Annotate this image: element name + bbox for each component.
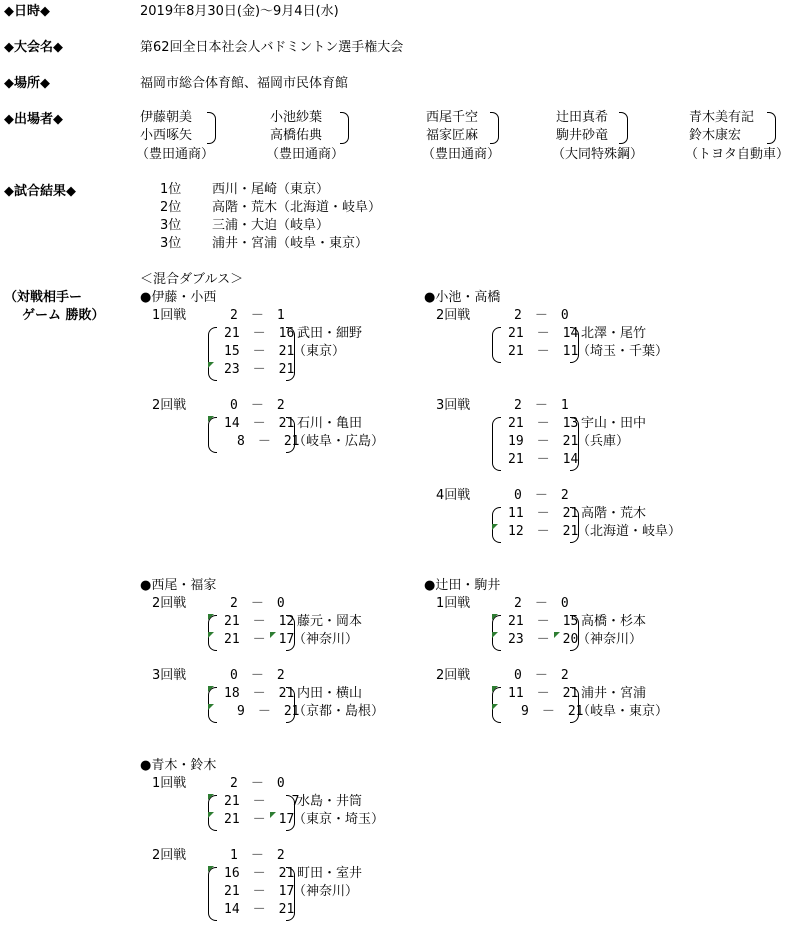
- marker-flag: [270, 812, 276, 818]
- date-label: ◆日時◆: [4, 4, 50, 19]
- game-score: 19 － 21: [508, 434, 579, 449]
- player-team: （豊田通商）: [422, 147, 501, 162]
- player-brace: [619, 112, 628, 144]
- opponent-team: （埼玉・千葉）: [577, 344, 669, 359]
- match-result: 0 － 2: [230, 668, 285, 683]
- result-pair: 高階・荒木（北海道・岐阜）: [212, 200, 382, 215]
- pair-title: ●伊藤・小西: [140, 290, 217, 305]
- result-rank: 2位: [160, 200, 182, 215]
- marker-flag: [270, 632, 276, 638]
- match-round: 2回戦: [436, 668, 471, 683]
- marker-flag: [492, 704, 498, 710]
- score-bracket-left: [208, 867, 217, 921]
- match-result: 0 － 2: [230, 398, 285, 413]
- player-brace: [490, 112, 499, 144]
- result-rank: 3位: [160, 218, 182, 233]
- game-score: 11 － 21: [508, 686, 579, 701]
- score-bracket-left: [492, 417, 501, 471]
- player-name: 高橋佑典: [270, 128, 323, 143]
- opponent-names: 藤元・岡本: [297, 614, 363, 629]
- player-brace: [207, 112, 216, 144]
- match-round: 1回戦: [152, 776, 187, 791]
- opponent-team: （京都・島根）: [293, 704, 385, 719]
- game-score: 9 － 21: [224, 704, 300, 719]
- game-score: 21 － 13: [508, 416, 579, 431]
- game-score: 21 － 11: [508, 344, 579, 359]
- game-score: 21 － 15: [508, 614, 579, 629]
- match-result: 2 － 0: [514, 308, 569, 323]
- result-pair: 三浦・大迫（岐阜）: [212, 218, 330, 233]
- player-team: （大同特殊鋼）: [552, 147, 644, 162]
- marker-flag: [554, 632, 560, 638]
- match-result: 1 － 2: [230, 848, 285, 863]
- opponent-names: 町田・室井: [297, 866, 363, 881]
- match-round: 2回戦: [436, 308, 471, 323]
- player-name: 鈴木康宏: [689, 128, 742, 143]
- opponent-names: 石川・亀田: [297, 416, 363, 431]
- game-score: 21 － 14: [508, 326, 579, 341]
- match-round: 2回戦: [152, 398, 187, 413]
- date-value: 2019年8月30日(金)～9月4日(水): [140, 4, 339, 19]
- opponent-team: （神奈川）: [293, 884, 359, 899]
- game-score: 14 － 21: [224, 902, 295, 917]
- player-brace: [340, 112, 349, 144]
- opponent-names: 水島・井筒: [297, 794, 363, 809]
- marker-flag: [208, 614, 214, 620]
- opponent-team: （東京）: [293, 344, 346, 359]
- pair-title: ●辻田・駒井: [424, 578, 501, 593]
- record-label-line1: （対戦相手ー: [4, 290, 83, 305]
- marker-flag: [208, 632, 214, 638]
- game-score: 15 － 21: [224, 344, 295, 359]
- record-label-line2: ゲーム 勝敗）: [22, 308, 105, 323]
- opponent-names: 内田・横山: [297, 686, 363, 701]
- match-result: 2 － 1: [514, 398, 569, 413]
- player-name: 福家匠麻: [426, 128, 479, 143]
- category-heading: ＜混合ダブルス＞: [140, 272, 244, 287]
- game-score: 21 － 17: [224, 812, 295, 827]
- result-rank: 3位: [160, 236, 182, 251]
- game-score: 16 － 21: [224, 866, 295, 881]
- score-bracket-left: [492, 327, 501, 363]
- opponent-names: 高橋・杉本: [581, 614, 647, 629]
- game-score: 21 － 17: [224, 884, 295, 899]
- player-team: （トヨタ自動車）: [685, 147, 790, 162]
- venue-value: 福岡市総合体育館、福岡市民体育館: [140, 76, 349, 91]
- marker-flag: [492, 524, 498, 530]
- result-pair: 浦井・宮浦（岐阜・東京）: [212, 236, 369, 251]
- opponent-team: （北海道・岐阜）: [577, 524, 682, 539]
- match-result: 2 － 0: [514, 596, 569, 611]
- match-round: 3回戦: [152, 668, 187, 683]
- match-round: 2回戦: [152, 848, 187, 863]
- marker-flag: [492, 632, 498, 638]
- game-score: 23 － 21: [224, 362, 295, 377]
- match-round: 1回戦: [436, 596, 471, 611]
- game-score: 12 － 21: [508, 524, 579, 539]
- player-name: 青木美有記: [689, 110, 755, 125]
- marker-flag: [492, 614, 498, 620]
- match-round: 1回戦: [152, 308, 187, 323]
- player-name: 伊藤朝美: [140, 110, 193, 125]
- players-label: ◆出場者◆: [4, 112, 63, 127]
- marker-flag: [208, 704, 214, 710]
- player-name: 小池紗葉: [270, 110, 323, 125]
- match-result: 2 － 1: [230, 308, 285, 323]
- match-result: 0 － 2: [514, 668, 569, 683]
- match-result: 0 － 2: [514, 488, 569, 503]
- game-score: 21 － 14: [508, 452, 579, 467]
- game-score: 14 － 21: [224, 416, 295, 431]
- opponent-names: 武田・細野: [297, 326, 363, 341]
- marker-flag: [208, 686, 214, 692]
- match-result: 2 － 0: [230, 596, 285, 611]
- opponent-team: （岐阜・東京）: [577, 704, 669, 719]
- opponent-names: 宇山・田中: [581, 416, 647, 431]
- player-name: 辻田真希: [556, 110, 609, 125]
- player-team: （豊田通商）: [136, 147, 215, 162]
- game-score: 11 － 21: [508, 506, 579, 521]
- opponent-team: （神奈川）: [293, 632, 359, 647]
- marker-flag: [492, 686, 498, 692]
- player-name: 西尾千空: [426, 110, 479, 125]
- opponent-names: 高階・荒木: [581, 506, 647, 521]
- opponent-names: 浦井・宮浦: [581, 686, 647, 701]
- game-score: 23 － 20: [508, 632, 579, 647]
- player-name: 駒井砂竜: [556, 128, 609, 143]
- event-label: ◆大会名◆: [4, 40, 63, 55]
- game-score: 21 － 7: [224, 794, 300, 809]
- game-score: 21 － 12: [224, 614, 295, 629]
- score-bracket-left: [208, 327, 217, 381]
- results-label: ◆試合結果◆: [4, 184, 76, 199]
- marker-flag: [208, 794, 214, 800]
- marker-flag: [208, 362, 214, 368]
- opponent-team: （兵庫）: [577, 434, 630, 449]
- score-bracket-left: [208, 417, 217, 453]
- game-score: 21 － 17: [224, 632, 295, 647]
- game-score: 18 － 21: [224, 686, 295, 701]
- event-value: 第62回全日本社会人バドミントン選手権大会: [140, 40, 404, 55]
- match-round: 2回戦: [152, 596, 187, 611]
- opponent-names: 北澤・尾竹: [581, 326, 647, 341]
- marker-flag: [208, 866, 214, 872]
- player-brace: [767, 112, 776, 144]
- game-score: 21 － 16: [224, 326, 295, 341]
- pair-title: ●小池・高橋: [424, 290, 501, 305]
- match-result: 2 － 0: [230, 776, 285, 791]
- player-name: 小西啄矢: [140, 128, 193, 143]
- player-team: （豊田通商）: [266, 147, 345, 162]
- venue-label: ◆場所◆: [4, 76, 50, 91]
- pair-title: ●西尾・福家: [140, 578, 217, 593]
- marker-flag: [208, 416, 214, 422]
- marker-flag: [208, 812, 214, 818]
- opponent-team: （岐阜・広島）: [293, 434, 385, 449]
- game-score: 9 － 21: [508, 704, 584, 719]
- match-round: 4回戦: [436, 488, 471, 503]
- game-score: 8 － 21: [224, 434, 300, 449]
- result-pair: 西川・尾崎（東京）: [212, 182, 330, 197]
- result-rank: 1位: [160, 182, 182, 197]
- opponent-team: （東京・埼玉）: [293, 812, 385, 827]
- opponent-team: （神奈川）: [577, 632, 643, 647]
- match-round: 3回戦: [436, 398, 471, 413]
- pair-title: ●青木・鈴木: [140, 758, 217, 773]
